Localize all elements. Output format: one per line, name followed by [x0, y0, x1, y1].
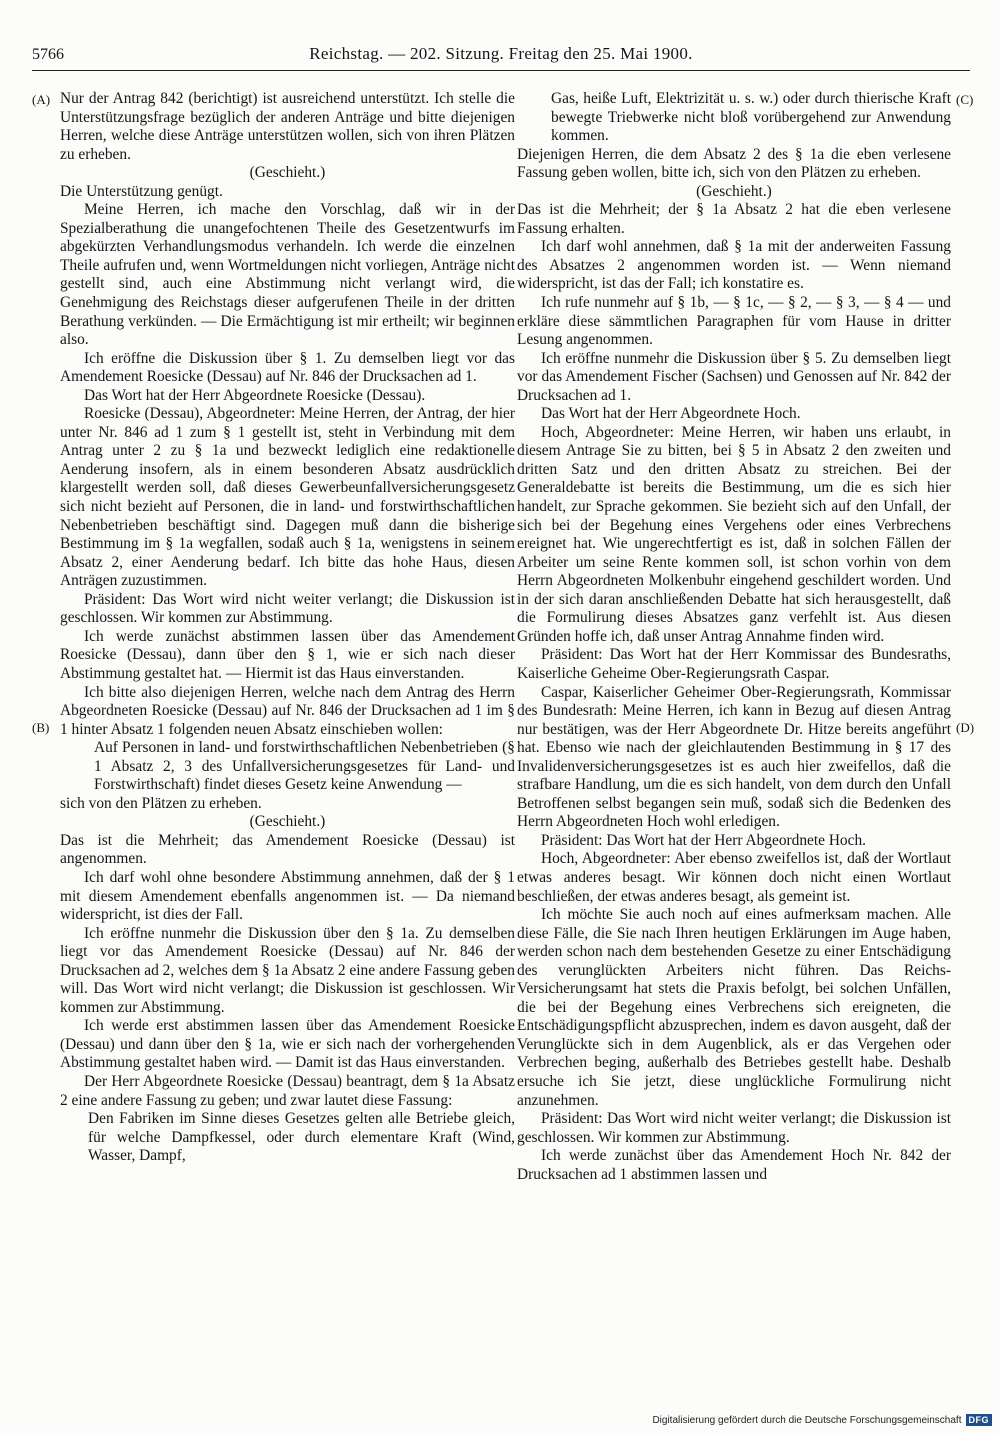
speech-praesident: Präsident: Das Wort hat der Herr Abgeordnete Hoch. [541, 831, 867, 849]
paragraph: Das ist die Mehrheit; der § 1a Absatz 2 hat die eben verlesene Fassung erhalten. [517, 201, 951, 237]
paragraph: Ich werde zunächst über das Amendement Hoch Nr. 842 der Drucksachen ad 1 abstimmen lassen und [517, 1147, 951, 1183]
running-title: Reichstag. — 202. Sitzung. Freitag den 25. Mai 1900. [309, 44, 693, 63]
speech-praesident: Präsident: Das Wort hat der Herr Kommissar des Bundesraths, Kaiserliche Geheime Ober-Regierungsrath Caspar. [517, 646, 951, 682]
dfg-logo-icon: DFG [966, 1414, 993, 1426]
paragraph: Ich eröffne die Diskussion über § 1. Zu demselben liegt vor das Amendement Roesicke (Dessau) auf Nr. 846 der Drucksachen ad 1. [60, 349, 515, 386]
quoted-amendment: Den Fabriken im Sinne dieses Gesetzes gelten alle Betriebe gleich, für welche Dampfkessel, oder durch elementare Kraft (Wind, Wasser, Dampf, [88, 1110, 515, 1165]
speech-praesident: Präsident: Das Wort wird nicht weiter verlangt; die Diskussion ist geschlossen. Wir kommen zur Abstimmung. [517, 1110, 951, 1146]
running-header [32, 40, 970, 71]
margin-mark-b: (B) [32, 720, 50, 735]
right-column [517, 90, 951, 1184]
paragraph: Das Wort hat der Herr Abgeordnete Roesicke (Dessau). [84, 386, 426, 404]
stage-direction: (Geschieht.) [249, 164, 326, 182]
margin-mark-a: (A) [32, 92, 51, 107]
paragraph: Ich eröffne nunmehr die Diskussion über den § 1a. Zu demselben liegt vor das Amendement Roesicke (Dessau) auf Nr. 846 der Drucksachen ad 2, welches dem § 1a Absatz 2 eine andere Fassung geben will. Das Wort wird nicht verlangt; die Diskussion ist geschlossen. Wir kommen zur Abstimmung. [60, 924, 515, 1016]
paragraph: Nur der Antrag 842 (berichtigt) ist ausreichend unterstützt. Ich stelle die Unterstützungsfrage bezüglich der anderen Anträge und bitte diejenigen Herren, welche diese Anträge unterstützen wollen, sich von ihren Plätzen zu erheben. [60, 90, 515, 163]
paragraph: Ich darf wohl ohne besondere Abstimmung annehmen, daß der § 1 mit diesem Amendement ebenfalls angenommen ist. — Da niemand widerspricht, ist dies der Fall. [60, 868, 515, 924]
speech-hoch: Hoch, Abgeordneter: Aber ebenso zweifellos ist, daß der Wortlaut etwas anderes besagt. Wir können doch nicht einen Wortlaut beschließen, der etwas anderes besagt, als gemeint ist. [517, 850, 951, 905]
paragraph: Ich werde erst abstimmen lassen über das Amendement Roesicke (Dessau) und dann über den § 1a, wie er sich nach der vorhergehenden Abstimmung gestaltet haben wird. — Damit ist das Haus einverstanden. [60, 1017, 515, 1072]
margin-mark-d: (D) [956, 720, 975, 735]
speech-caspar: Caspar, Kaiserlicher Geheimer Ober-Regierungsrath, Kommissar des Bundesrath: Meine Herren, ich kann in Bezug auf diesen Antrag nur bestätigen, was der Herr Abgeordnete Dr. Hitze bereits angeführt hat. Ebenso wie nach der gleichlautenden Bestimmung in § 17 des Invalidenversicherungsgesetzes ist es auch hier zweifellos, daß die strafbare Handlung, um die es sich handelt, von dem durch den Unfall Betroffenen selbst begangen sein muß, sodaß sich die Bedenken des Herrn Abgeordneten Hoch wohl erledigen. [517, 683, 951, 831]
stage-direction: (Geschieht.) [696, 182, 772, 200]
paragraph: Ich bitte also diejenigen Herren, welche nach dem Antrag des Herrn Abgeordneten Roesicke (Dessau) auf Nr. 846 der Drucksachen ad 1 im § 1 hinter Absatz 1 folgenden neuen Absatz einschieben wollen: [60, 683, 515, 738]
margin-mark-c: (C) [956, 92, 974, 107]
paragraph: Diejenigen Herren, die dem Absatz 2 des § 1a die eben verlesene Fassung geben wollen, bitte ich, sich von den Plätzen zu erheben. [517, 145, 951, 182]
speech-praesident: Präsident: Das Wort wird nicht weiter verlangt; die Diskussion ist geschlossen. Wir kommen zur Abstimmung. [60, 590, 515, 627]
paragraph: sich von den Plätzen zu erheben. [60, 794, 262, 812]
quoted-amendment: Gas, heiße Luft, Elektrizität u. s. w.) oder durch thierische Kraft bewegte Triebwerke nicht bloß vorübergehend zur Anwendung kommen. [551, 90, 951, 145]
speech-roesicke: Roesicke (Dessau), Abgeordneter: Meine Herren, der Antrag, der hier unter Nr. 846 ad 1 zum § 1 gestellt ist, steht in Verbindung mit dem Antrag unter 2 zu § 1a und bezweckt lediglich eine redaktionelle Aenderung insofern, als in einem besonderen Absatz ausdrücklich klargestellt werden soll, daß dieses Gewerbeunfallversicherungsgesetz sich nicht bezieht auf Personen, die in land- und forstwirthschaftlichen Nebenbetrieben beschäftigt sind. Dagegen muß dann die bisherige Bestimmung im § 1a wegfallen, sodaß auch § 1a, wenigstens in seinem Absatz 2, einer Aenderung bedarf. Ich bitte das hohe Haus, diesen Anträgen zuzustimmen. [60, 405, 515, 590]
paragraph: Der Herr Abgeordnete Roesicke (Dessau) beantragt, dem § 1a Absatz 2 eine andere Fassung zu geben; und zwar lautet diese Fassung: [60, 1072, 515, 1109]
paragraph: Das ist die Mehrheit; das Amendement Roesicke (Dessau) ist angenommen. [60, 831, 515, 868]
quoted-amendment: Auf Personen in land- und forstwirthschaftlichen Nebenbetrieben (§ 1 Absatz 2, 3 des Unfallversicherungsgesetzes für Land- und Forstwirthschaft) findet dieses Gesetz keine Anwendung — [94, 739, 515, 794]
left-column [60, 90, 515, 1166]
paragraph: Ich rufe nunmehr auf § 1b, — § 1c, — § 2, — § 3, — § 4 — und erkläre diese sämmtlichen Paragraphen für vom Hause in dritter Lesung angenommen. [517, 294, 951, 349]
speech-hoch: Hoch, Abgeordneter: Meine Herren, wir haben uns erlaubt, in diesem Antrage Sie zu bitten, bei § 5 in Absatz 2 den zweiten und dritten Satz und den dritten Absatz zu streichen. Bei der Generaldebatte ist bereits die Bestimmung, um die es sich hier handelt, zur Sprache gekommen. Sie bezieht sich auf den Unfall, der sich bei der Begehung eines Vergehens oder eines Verbrechens ereignet hat. Wie ungerechtfertigt es ist, daß in solchen Fällen der Arbeiter um seine Rente kommen soll, ist schon vorhin von dem Herrn Abgeordneten Molkenbuhr eingehend geschildert worden. Und in der sich daran anschließenden Debatte hat sich herausgestellt, daß die Formulirung dieses Absatzes ganz verfehlt ist. Aus diesen Gründen hoffe ich, daß unser Antrag Annahme finden wird. [517, 423, 951, 645]
paragraph: Ich möchte Sie auch noch auf eines aufmerksam machen. Alle diese Fälle, die Sie nach Ihren heutigen Erklärungen im Auge haben, werden schon nach dem bestehenden Gesetze zu einer Entschädigung des verunglückten Arbeiters nicht führen. Das Reichs-Versicherungsamt hat stets die Praxis befolgt, bei solchen Unfällen, die bei der Begehung eines Verbrechens sich ereigneten, die Entschädigungspflicht abzusprechen, indem es davon ausgeht, daß der Verunglückte sich in dem Augenblick, als er das Vergehen oder Verbrechen beging, außerhalb des Betriebes gestellt habe. Deshalb ersuche ich Sie jetzt, diese unglückliche Formulirung nicht anzunehmen. [517, 906, 951, 1109]
paragraph: Das Wort hat der Herr Abgeordnete Hoch. [541, 405, 801, 423]
footer-credit: Digitalisierung gefördert durch die Deutsche Forschungsgemeinschaft [652, 1414, 962, 1426]
paragraph: Ich eröffne nunmehr die Diskussion über § 5. Zu demselben liegt vor das Amendement Fischer (Sachsen) und Genossen auf Nr. 842 der Drucksachen ad 1. [517, 349, 951, 404]
stage-direction: (Geschieht.) [249, 813, 326, 831]
page-number: 5766 [32, 46, 64, 63]
paragraph: Ich darf wohl annehmen, daß § 1a mit der anderweiten Fassung des Absatzes 2 angenommen worden ist. — Wenn niemand widerspricht, ist das der Fall; ich konstatire es. [517, 238, 951, 293]
paragraph: Die Unterstützung genügt. [60, 182, 223, 200]
paragraph: Ich werde zunächst abstimmen lassen über das Amendement Roesicke (Dessau), dann über den § 1, wie er sich nach dieser Abstimmung gestaltet hat. — Hiermit ist das Haus einverstanden. [60, 627, 515, 682]
paragraph: Meine Herren, ich mache den Vorschlag, daß wir in der Spezialberathung die unangefochtenen Theile des Gesetzentwurfs im abgekürzten Verhandlungsmodus verhandeln. Ich werde die einzelnen Theile aufrufen und, wenn Wortmeldungen nicht vorliegen, Anträge nicht gestellt sind, auch eine Abstimmung nicht verlangt wird, die Genehmigung des Reichstags dieser aufgerufenen Theile in der dritten Berathung verkünden. — Die Ermächtigung ist mir ertheilt; wir beginnen also. [60, 201, 515, 349]
digitization-footer [652, 1414, 992, 1426]
